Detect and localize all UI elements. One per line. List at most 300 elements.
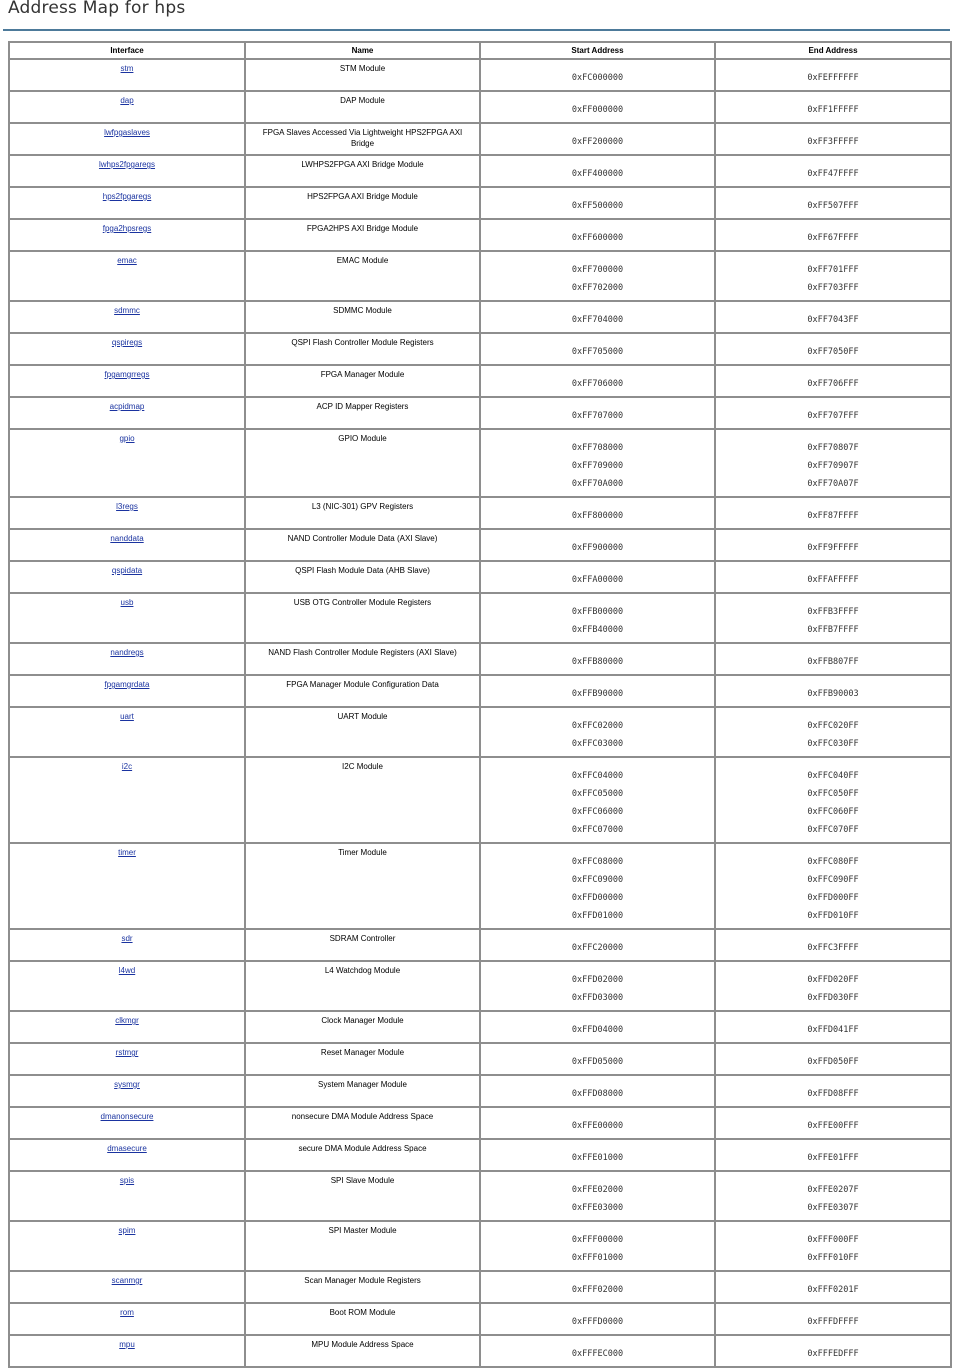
module-name-cell: NAND Flash Controller Module Registers (AXI Slave)	[245, 643, 480, 675]
end-address-cell	[715, 91, 951, 123]
start-address: 0xFFC07000	[571, 825, 624, 835]
start-address: 0xFFD00000	[571, 893, 624, 903]
start-address-cell	[480, 1335, 715, 1367]
module-name-cell: SPI Slave Module	[245, 1171, 480, 1221]
table-row	[9, 397, 951, 429]
end-address-cell	[715, 707, 951, 757]
end-address: 0xFFAFFFFF	[807, 575, 859, 585]
end-address-cell	[715, 397, 951, 429]
table-row	[9, 757, 951, 843]
end-address-cell	[715, 643, 951, 675]
end-address: 0xFF701FFF	[807, 265, 859, 275]
start-address: 0xFFC03000	[571, 739, 624, 749]
column-header-end-address: End Address	[715, 42, 951, 59]
end-address-cell	[715, 123, 951, 155]
module-name-cell: DAP Module	[245, 91, 480, 123]
interface-cell	[9, 707, 245, 757]
interface-cell	[9, 397, 245, 429]
interface-link[interactable]: spis	[119, 1176, 135, 1185]
interface-cell	[9, 301, 245, 333]
end-address-cell	[715, 843, 951, 929]
start-address-cell	[480, 1075, 715, 1107]
module-name-cell: Clock Manager Module	[245, 1011, 480, 1043]
start-address: 0xFF800000	[571, 511, 624, 521]
table-row	[9, 497, 951, 529]
start-address: 0xFF702000	[571, 283, 624, 293]
end-address: 0xFFC050FF	[807, 789, 859, 799]
start-address: 0xFFC04000	[571, 771, 624, 781]
interface-link[interactable]: dmanonsecure	[100, 1112, 154, 1121]
end-address: 0xFFD000FF	[807, 893, 859, 903]
start-address: 0xFF900000	[571, 543, 624, 553]
interface-link[interactable]: scanmgr	[111, 1276, 143, 1285]
module-name-cell: L4 Watchdog Module	[245, 961, 480, 1011]
end-address-cell	[715, 365, 951, 397]
interface-cell	[9, 643, 245, 675]
start-address-cell	[480, 1271, 715, 1303]
interface-link[interactable]: dmasecure	[107, 1144, 147, 1153]
end-address: 0xFFE01FFF	[807, 1153, 859, 1163]
start-address: 0xFF709000	[571, 461, 624, 471]
table-row	[9, 1335, 951, 1367]
end-address: 0xFF87FFFF	[807, 511, 859, 521]
start-address-cell	[480, 429, 715, 497]
start-address-cell	[480, 843, 715, 929]
end-address-cell	[715, 187, 951, 219]
interface-cell	[9, 333, 245, 365]
start-address-cell	[480, 187, 715, 219]
interface-link[interactable]: mpu	[119, 1340, 135, 1349]
start-address: 0xFF200000	[571, 137, 624, 147]
interface-link[interactable]: clkmgr	[115, 1016, 139, 1025]
interface-cell	[9, 1271, 245, 1303]
interface-cell	[9, 1043, 245, 1075]
end-address-cell	[715, 497, 951, 529]
start-address: 0xFFB00000	[571, 607, 624, 617]
end-address: 0xFF706FFF	[807, 379, 859, 389]
table-row	[9, 843, 951, 929]
end-address: 0xFFD020FF	[807, 975, 859, 985]
interface-cell	[9, 91, 245, 123]
table-row	[9, 91, 951, 123]
table-row	[9, 333, 951, 365]
module-name-cell: secure DMA Module Address Space	[245, 1139, 480, 1171]
table-row	[9, 187, 951, 219]
end-address-cell	[715, 1335, 951, 1367]
interface-cell	[9, 843, 245, 929]
interface-link[interactable]: nanddata	[110, 534, 144, 543]
end-address: 0xFFE0307F	[807, 1203, 859, 1213]
interface-link[interactable]: qspiregs	[111, 338, 143, 347]
interface-cell	[9, 155, 245, 187]
table-row	[9, 59, 951, 91]
interface-cell	[9, 1139, 245, 1171]
start-address: 0xFFE00000	[571, 1121, 624, 1131]
start-address-cell	[480, 529, 715, 561]
interface-cell	[9, 365, 245, 397]
table-row	[9, 643, 951, 675]
end-address: 0xFEFFFFFF	[807, 73, 859, 83]
interface-cell	[9, 529, 245, 561]
table-row	[9, 1043, 951, 1075]
interface-cell	[9, 1075, 245, 1107]
start-address: 0xFFA00000	[571, 575, 624, 585]
interface-cell	[9, 251, 245, 301]
module-name-cell: nonsecure DMA Module Address Space	[245, 1107, 480, 1139]
start-address: 0xFFD08000	[571, 1089, 624, 1099]
start-address-cell	[480, 1221, 715, 1271]
end-address-cell	[715, 529, 951, 561]
start-address-cell	[480, 123, 715, 155]
start-address-cell	[480, 397, 715, 429]
end-address: 0xFFC3FFFF	[807, 943, 859, 953]
end-address: 0xFFD08FFF	[807, 1089, 859, 1099]
table-row	[9, 529, 951, 561]
interface-link[interactable]: usb	[120, 598, 134, 607]
end-address: 0xFFC040FF	[807, 771, 859, 781]
address-map-table	[8, 41, 952, 1368]
start-address-cell	[480, 1011, 715, 1043]
module-name-cell: GPIO Module	[245, 429, 480, 497]
end-address: 0xFF70807F	[807, 443, 859, 453]
start-address: 0xFFFEC000	[571, 1349, 624, 1359]
end-address-cell	[715, 59, 951, 91]
interface-link[interactable]: stm	[120, 64, 134, 73]
end-address-cell	[715, 219, 951, 251]
table-row	[9, 1303, 951, 1335]
end-address: 0xFF707FFF	[807, 411, 859, 421]
end-address: 0xFF70907F	[807, 461, 859, 471]
start-address: 0xFF000000	[571, 105, 624, 115]
start-address-cell	[480, 643, 715, 675]
start-address: 0xFF70A000	[571, 479, 624, 489]
start-address: 0xFF700000	[571, 265, 624, 275]
start-address-cell	[480, 59, 715, 91]
end-address-cell	[715, 1107, 951, 1139]
module-name-cell: MPU Module Address Space	[245, 1335, 480, 1367]
start-address-cell	[480, 219, 715, 251]
start-address-cell	[480, 961, 715, 1011]
module-name-cell: System Manager Module	[245, 1075, 480, 1107]
end-address: 0xFFC090FF	[807, 875, 859, 885]
module-name-cell: LWHPS2FPGA AXI Bridge Module	[245, 155, 480, 187]
end-address: 0xFF67FFFF	[807, 233, 859, 243]
interface-link[interactable]: qspidata	[111, 566, 143, 575]
table-row	[9, 1171, 951, 1221]
end-address: 0xFFB90003	[807, 689, 859, 699]
end-address: 0xFF507FFF	[807, 201, 859, 211]
start-address: 0xFFE03000	[571, 1203, 624, 1213]
start-address: 0xFFD03000	[571, 993, 624, 1003]
interface-cell	[9, 593, 245, 643]
interface-link[interactable]: lwhps2fpgaregs	[98, 160, 156, 169]
end-address-cell	[715, 675, 951, 707]
end-address: 0xFFB807FF	[807, 657, 859, 667]
start-address: 0xFF704000	[571, 315, 624, 325]
start-address-cell	[480, 675, 715, 707]
end-address-cell	[715, 1043, 951, 1075]
end-address: 0xFFF000FF	[807, 1235, 859, 1245]
start-address: 0xFF708000	[571, 443, 624, 453]
start-address-cell	[480, 365, 715, 397]
end-address: 0xFF703FFF	[807, 283, 859, 293]
end-address: 0xFF1FFFFF	[807, 105, 859, 115]
module-name-cell: FPGA Manager Module Configuration Data	[245, 675, 480, 707]
table-body	[9, 59, 951, 1367]
start-address-cell	[480, 301, 715, 333]
module-name-cell: SDRAM Controller	[245, 929, 480, 961]
end-address: 0xFFE0207F	[807, 1185, 859, 1195]
start-address-cell	[480, 91, 715, 123]
start-address-cell	[480, 497, 715, 529]
interface-cell	[9, 929, 245, 961]
start-address: 0xFFF01000	[571, 1253, 624, 1263]
table-row	[9, 1011, 951, 1043]
end-address: 0xFFC070FF	[807, 825, 859, 835]
page-title: Address Map for hps	[8, 0, 186, 18]
interface-link[interactable]: rom	[120, 1308, 134, 1317]
module-name-cell: HPS2FPGA AXI Bridge Module	[245, 187, 480, 219]
end-address: 0xFFC030FF	[807, 739, 859, 749]
start-address-cell	[480, 757, 715, 843]
end-address: 0xFFD030FF	[807, 993, 859, 1003]
interface-link[interactable]: nandregs	[110, 648, 144, 657]
interface-link[interactable]: fpgamgrdata	[104, 680, 150, 689]
start-address-cell	[480, 593, 715, 643]
end-address: 0xFFFDFFFF	[807, 1317, 859, 1327]
interface-cell	[9, 1303, 245, 1335]
end-address-cell	[715, 561, 951, 593]
end-address-cell	[715, 429, 951, 497]
end-address: 0xFFC060FF	[807, 807, 859, 817]
start-address-cell	[480, 1303, 715, 1335]
end-address: 0xFFFEDFFF	[807, 1349, 859, 1359]
end-address-cell	[715, 1271, 951, 1303]
end-address-cell	[715, 593, 951, 643]
end-address: 0xFFF0201F	[807, 1285, 859, 1295]
module-name-cell: L3 (NIC-301) GPV Registers	[245, 497, 480, 529]
start-address: 0xFF706000	[571, 379, 624, 389]
interface-link[interactable]: i2c	[121, 762, 133, 771]
start-address: 0xFFB40000	[571, 625, 624, 635]
table-row	[9, 1139, 951, 1171]
module-name-cell: Timer Module	[245, 843, 480, 929]
interface-link[interactable]: uart	[120, 712, 134, 721]
end-address: 0xFFE00FFF	[807, 1121, 859, 1131]
start-address-cell	[480, 251, 715, 301]
interface-cell	[9, 187, 245, 219]
table-row	[9, 301, 951, 333]
end-address-cell	[715, 757, 951, 843]
start-address: 0xFF400000	[571, 169, 624, 179]
end-address-cell	[715, 155, 951, 187]
interface-link[interactable]: fpga2hpsregs	[102, 224, 152, 233]
start-address: 0xFFC02000	[571, 721, 624, 731]
interface-link[interactable]: gpio	[119, 434, 135, 443]
start-address: 0xFF500000	[571, 201, 624, 211]
end-address-cell	[715, 929, 951, 961]
end-address-cell	[715, 961, 951, 1011]
module-name-cell: Boot ROM Module	[245, 1303, 480, 1335]
interface-link[interactable]: sdmmc	[114, 306, 140, 315]
module-name-cell: SDMMC Module	[245, 301, 480, 333]
table-row	[9, 929, 951, 961]
start-address-cell	[480, 1043, 715, 1075]
interface-link[interactable]: spim	[118, 1226, 136, 1235]
column-header-interface: Interface	[9, 42, 245, 59]
module-name-cell: NAND Controller Module Data (AXI Slave)	[245, 529, 480, 561]
module-name-cell: UART Module	[245, 707, 480, 757]
start-address-cell	[480, 333, 715, 365]
column-header-name: Name	[245, 42, 480, 59]
table-row	[9, 123, 951, 155]
end-address: 0xFF7050FF	[807, 347, 859, 357]
start-address: 0xFFFD0000	[571, 1317, 624, 1327]
interface-cell	[9, 675, 245, 707]
interface-cell	[9, 123, 245, 155]
interface-link[interactable]: l3regs	[116, 502, 138, 511]
module-name-cell: ACP ID Mapper Registers	[245, 397, 480, 429]
interface-link[interactable]: rstmgr	[115, 1048, 139, 1057]
interface-link[interactable]: timer	[118, 848, 136, 857]
table-row	[9, 365, 951, 397]
interface-cell	[9, 1335, 245, 1367]
module-name-cell: QSPI Flash Controller Module Registers	[245, 333, 480, 365]
end-address-cell	[715, 1221, 951, 1271]
module-name-cell: Reset Manager Module	[245, 1043, 480, 1075]
end-address: 0xFFF010FF	[807, 1253, 859, 1263]
table-row	[9, 251, 951, 301]
interface-cell	[9, 1011, 245, 1043]
interface-link[interactable]: l4wd	[118, 966, 136, 975]
module-name-cell: STM Module	[245, 59, 480, 91]
interface-link[interactable]: acpidmap	[109, 402, 145, 411]
end-address: 0xFFC080FF	[807, 857, 859, 867]
interface-cell	[9, 219, 245, 251]
start-address: 0xFFC20000	[571, 943, 624, 953]
module-name-cell: QSPI Flash Module Data (AHB Slave)	[245, 561, 480, 593]
end-address-cell	[715, 333, 951, 365]
table-row	[9, 1221, 951, 1271]
interface-cell	[9, 1221, 245, 1271]
start-address: 0xFFB90000	[571, 689, 624, 699]
module-name-cell: USB OTG Controller Module Registers	[245, 593, 480, 643]
table-row	[9, 593, 951, 643]
start-address-cell	[480, 929, 715, 961]
end-address: 0xFF7043FF	[807, 315, 859, 325]
start-address: 0xFC000000	[571, 73, 624, 83]
start-address: 0xFFF02000	[571, 1285, 624, 1295]
end-address: 0xFFD050FF	[807, 1057, 859, 1067]
end-address-cell	[715, 1171, 951, 1221]
interface-link[interactable]: lwfpgaslaves	[104, 128, 150, 137]
start-address: 0xFFD05000	[571, 1057, 624, 1067]
start-address: 0xFFD01000	[571, 911, 624, 921]
table-row	[9, 707, 951, 757]
interface-link[interactable]: hps2fpgaregs	[102, 192, 152, 201]
interface-link[interactable]: fpgamgrregs	[104, 370, 150, 379]
interface-cell	[9, 561, 245, 593]
end-address-cell	[715, 1139, 951, 1171]
start-address-cell	[480, 1107, 715, 1139]
table-row	[9, 219, 951, 251]
interface-cell	[9, 59, 245, 91]
start-address: 0xFF600000	[571, 233, 624, 243]
end-address-cell	[715, 1303, 951, 1335]
end-address-cell	[715, 301, 951, 333]
interface-cell	[9, 757, 245, 843]
table-row	[9, 1075, 951, 1107]
interface-cell	[9, 961, 245, 1011]
interface-cell	[9, 1171, 245, 1221]
start-address: 0xFFC06000	[571, 807, 624, 817]
end-address: 0xFFB7FFFF	[807, 625, 859, 635]
start-address: 0xFFC08000	[571, 857, 624, 867]
start-address: 0xFFD02000	[571, 975, 624, 985]
start-address: 0xFF705000	[571, 347, 624, 357]
end-address-cell	[715, 1075, 951, 1107]
module-name-cell: Scan Manager Module Registers	[245, 1271, 480, 1303]
interface-link[interactable]: sysmgr	[114, 1080, 140, 1089]
interface-link[interactable]: sdr	[121, 934, 133, 943]
start-address: 0xFFB80000	[571, 657, 624, 667]
interface-cell	[9, 1107, 245, 1139]
start-address: 0xFFD04000	[571, 1025, 624, 1035]
module-name-cell: FPGA2HPS AXI Bridge Module	[245, 219, 480, 251]
table-row	[9, 1107, 951, 1139]
module-name-cell: FPGA Slaves Accessed Via Lightweight HPS2FPGA AXI Bridge	[245, 123, 480, 155]
start-address-cell	[480, 1171, 715, 1221]
end-address-cell	[715, 251, 951, 301]
module-name-cell: EMAC Module	[245, 251, 480, 301]
end-address: 0xFF70A07F	[807, 479, 859, 489]
interface-cell	[9, 429, 245, 497]
end-address-cell	[715, 1011, 951, 1043]
table-header-row	[9, 42, 951, 59]
start-address: 0xFFC09000	[571, 875, 624, 885]
table-row	[9, 429, 951, 497]
title-divider	[3, 29, 950, 31]
table-row	[9, 561, 951, 593]
module-name-cell: SPI Master Module	[245, 1221, 480, 1271]
start-address-cell	[480, 561, 715, 593]
end-address: 0xFF47FFFF	[807, 169, 859, 179]
column-header-start-address: Start Address	[480, 42, 715, 59]
interface-cell	[9, 497, 245, 529]
table-row	[9, 1271, 951, 1303]
end-address: 0xFFC020FF	[807, 721, 859, 731]
start-address-cell	[480, 1139, 715, 1171]
module-name-cell: FPGA Manager Module	[245, 365, 480, 397]
start-address: 0xFFC05000	[571, 789, 624, 799]
interface-link[interactable]: dap	[120, 96, 134, 105]
table-row	[9, 675, 951, 707]
start-address: 0xFF707000	[571, 411, 624, 421]
end-address: 0xFF9FFFFF	[807, 543, 859, 553]
end-address: 0xFF3FFFFF	[807, 137, 859, 147]
end-address: 0xFFD010FF	[807, 911, 859, 921]
interface-link[interactable]: emac	[117, 256, 137, 265]
start-address: 0xFFE01000	[571, 1153, 624, 1163]
end-address: 0xFFD041FF	[807, 1025, 859, 1035]
end-address: 0xFFB3FFFF	[807, 607, 859, 617]
table-row	[9, 961, 951, 1011]
table-row	[9, 155, 951, 187]
start-address: 0xFFE02000	[571, 1185, 624, 1195]
start-address-cell	[480, 155, 715, 187]
start-address: 0xFFF00000	[571, 1235, 624, 1245]
start-address-cell	[480, 707, 715, 757]
